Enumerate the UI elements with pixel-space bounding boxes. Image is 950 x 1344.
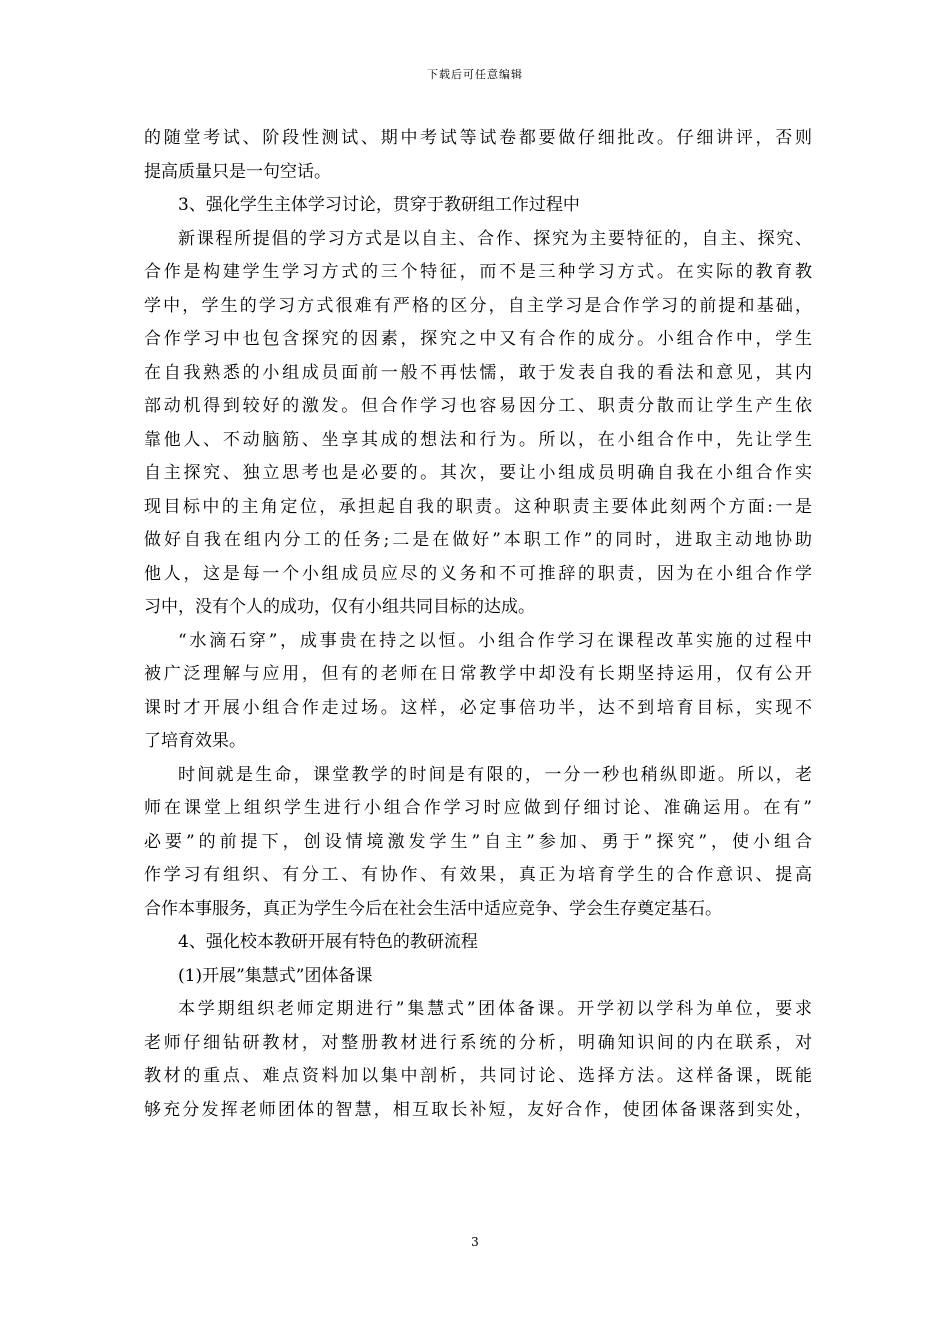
text-line: 的随堂考试、阶段性测试、期中考试等试卷都要做仔细批改。仔细讲评，否则 [144,128,812,148]
page-number: 3 [471,1235,479,1249]
text-line: 提高质量只是一句空话。 [144,161,331,182]
text-line: 习中，没有个人的成功，仅有小组共同目标的达成。 [144,597,535,617]
text-line: 学中，学生的学习方式很难有严格的区分，自主学习是合作学习的前提和基础， [144,295,812,316]
text-line: 师在课堂上组织学生进行小组合作学习时应做到仔细讨论、准确运用。在有” [144,798,812,818]
text-line: 时间就是生命，课堂教学的时间是有限的，一分一秒也稍纵即逝。所以，老 [178,764,812,785]
text-line: 他人，这是每一个小组成员应尽的义务和不可推辞的职责，因为在小组合作学 [144,563,812,584]
text-line: 合作本事服务，真正为学生今后在社会生活中适应竞争、学会生存奠定基石。 [144,898,722,919]
text-line: 本学期组织老师定期进行”集慧式”团体备课。开学初以学科为单位，要求 [178,999,812,1019]
text-line: 教材的重点、难点资料加以集中剖析，共同讨论、选择方法。这样备课，既能 [144,1066,812,1086]
section-heading: 3、强化学生主体学习讨论，贯穿于教研组工作过程中 [178,195,580,215]
text-line: 自主探究、独立思考也是必要的。其次，要让小组成员明确自我在小组合作实 [144,463,812,483]
page-header: 下载后可任意编辑 [427,68,523,81]
text-line: 新课程所提倡的学习方式是以自主、合作、探究为主要特征的，自主、探究、 [178,228,812,249]
text-line: 在自我熟悉的小组成员面前一般不再怯懦，敢于发表自我的看法和意见，其内 [144,362,812,383]
text-line: 靠他人、不动脑筋、坐享其成的想法和行为。所以，在小组合作中，先让学生 [144,429,812,450]
document-body [144,122,812,1127]
text-line: 必要”的前提下，创设情境激发学生”自主”参加、勇于”探究”，使小组合 [144,831,812,852]
text-line: “水滴石穿”，成事贵在持之以恒。小组合作学习在课程改革实施的过程中 [178,630,812,651]
text-line: 做好自我在组内分工的任务;二是在做好”本职工作”的同时，进取主动地协助 [144,530,812,550]
text-line: 现目标中的主角定位，承担起自我的职责。这种职责主要体此刻两个方面:一是 [144,496,812,517]
text-line: 部动机得到较好的激发。但合作学习也容易因分工、职责分散而让学生产生依 [144,396,812,416]
text-line: 课时才开展小组合作走过场。这样，必定事倍功半，达不到培育目标，实现不 [144,697,812,718]
text-line: 被广泛理解与应用，但有的老师在日常教学中却没有长期坚持运用，仅有公开 [144,664,812,684]
text-line: 合作学习中也包含探究的因素，探究之中又有合作的成分。小组合作中，学生 [144,329,812,349]
text-line: 够充分发挥老师团体的智慧，相互取长补短，友好合作，使团体备课落到实处， [144,1099,812,1120]
text-line: 作学习有组织、有分工、有协作、有效果，真正为培育学生的合作意识、提高 [144,865,812,885]
text-line: 老师仔细钻研教材，对整册教材进行系统的分析，明确知识间的内在联系，对 [144,1032,812,1053]
section-heading: 4、强化校本教研开展有特色的教研流程 [178,932,478,952]
text-line: 了培育效果。 [144,731,246,751]
subsection-heading: (1)开展”集慧式”团体备课 [178,965,373,986]
text-line: 合作是构建学生学习方式的三个特征，而不是三种学习方式。在实际的教育教 [144,262,812,282]
